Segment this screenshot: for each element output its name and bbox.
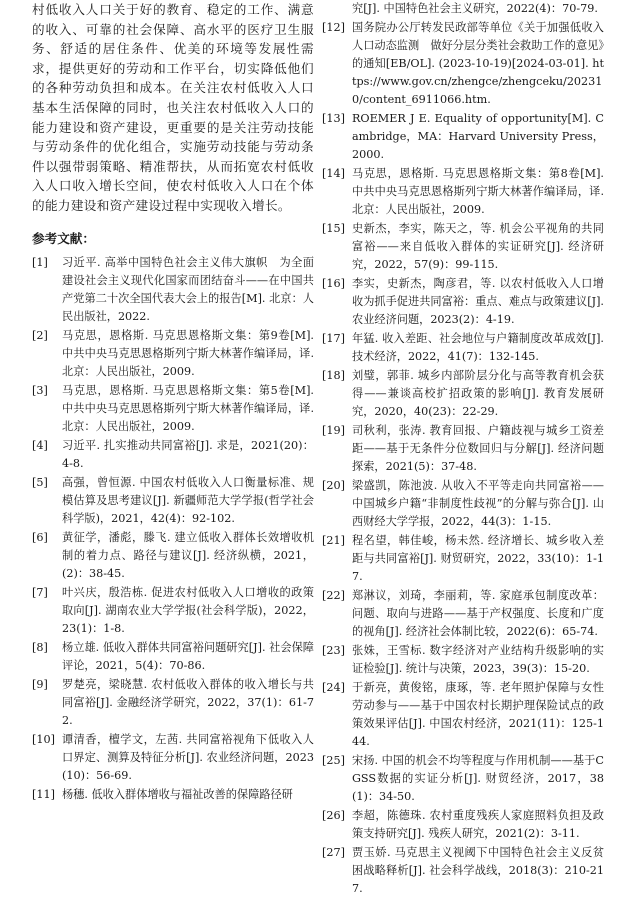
reference-item: [11] 杨穗. 低收入群体增收与福祉改善的保障路径研 [32, 787, 293, 801]
reference-item: [10] 谭清香，檀学文，左茜. 共同富裕视角下低收入人口界定、测算及特征分析[J]. 农业经济问题，2023(10)：56-69. [32, 732, 314, 782]
reference-item: [6] 黄征学，潘彪，滕飞. 建立低收入群体长效增收机制的着力点、路径与建议[J]. 经济纵横，2021，(2)：38-45. [32, 530, 314, 580]
reference-item: [1] 习近平. 高举中国特色社会主义伟大旗帜 为全面建设社会主义现代化国家而团结奋斗——在中国共产党第二十次全国代表大会上的报告[M]. 北京：人民出版社，2022. [32, 255, 314, 323]
reference-item: [23] 张姝，王雪标. 数字经济对产业结构升级影响的实证检验[J]. 统计与决策，2023，39(3)：15-20. [322, 644, 604, 675]
reference-item: [15] 史新杰，李实，陈天之，等. 机会公平视角的共同富裕——来自低收入群体的实证研究[J]. 经济研究，2022，57(9)：99-115. [322, 222, 604, 271]
reference-item: [13] ROEMER J E. Equality of opportunity[M]. Cambridge，MA：Harvard University Press，2000. [322, 112, 604, 161]
right-column [322, 0, 604, 899]
reference-item: [21] 程名望，韩佳峻，杨未然. 经济增长、城乡收入差距与共同富裕[J]. 财贸研究，2022，33(10)：1-17. [322, 534, 604, 583]
reference-item: [3] 马克思，恩格斯. 马克思恩格斯文集：第5卷[M]. 中共中央马克思恩格斯列宁斯大林著作编译局，译. 北京：人民出版社，2009. [32, 383, 314, 433]
references-heading: 参考文献： [32, 230, 95, 246]
reference-item: [14] 马克思，恩格斯. 马克思恩格斯文集：第8卷[M]. 中共中央马克思恩格斯列宁斯大林著作编译局，译. 北京：人民出版社，2009. [322, 167, 604, 216]
reference-item: [24] 于新亮，黄俊铭，康琢，等. 老年照护保障与女性劳动参与——基于中国农村长期护理保险试点的政策效果评估[J]. 中国农村经济，2021(11)：125-144. [322, 681, 604, 748]
reference-item: [18] 刘璧，郭菲. 城乡内部阶层分化与高等教育机会获得——兼谈高校扩招政策的影响[J]. 教育发展研究，2020，40(23)：22-29. [322, 369, 604, 418]
reference-item: [9] 罗楚亮，梁晓慧. 农村低收入群体的收入增长与共同富裕[J]. 金融经济学研究，2022，37(1)：61-72. [32, 677, 314, 727]
body-paragraph: 村低收入人口关于好的教育、稳定的工作、满意的收入、可靠的社会保障、高水平的医疗卫生服务、舒适的居住条件、优美的环境等发展性需求，提供更好的劳动和工作平台，切实降低他们的各种劳动负担和成本。在关注农村低收入人口基本生活保障的同时，也关注农村低收入人口的能力建设和资产建设，更重要的是关注劳动技能与劳动条件的优化组合，实施劳动技能与劳动条件以强带弱策略、精准帮扶，从而拓宽农村低收入人口收入增长空间，使农村低收入人口在个体的能力建设和资产建设过程中实现收入增长。 [32, 2, 314, 213]
reference-item: [4] 习近平. 扎实推动共同富裕[J]. 求是，2021(20)：4-8. [32, 438, 314, 470]
reference-item: [27] 贾玉娇. 马克思主义视阈下中国特色社会主义反贫困战略释析[J]. 社会科学战线，2018(3)：210-217. [322, 846, 604, 895]
reference-item: [7] 叶兴庆，殷浩栋. 促进农村低收入人口增收的政策取向[J]. 湖南农业大学学报(社会科学版)，2022，23(1)：1-8. [32, 585, 314, 635]
reference-item: [25] 宋扬. 中国的机会不均等程度与作用机制——基于CGSS数据的实证分析[J]. 财贸经济，2017，38(1)：34-50. [322, 754, 604, 803]
reference-item: [17] 年猛. 收入差距、社会地位与户籍制度改革成效[J]. 技术经济，2022，41(7)：132-145. [322, 332, 604, 363]
reference-item: [16] 李实，史新杰，陶彦君，等. 以农村低收入人口增收为抓手促进共同富裕：重点、难点与政策建议[J]. 农业经济问题，2023(2)：4-19. [322, 277, 604, 326]
reference-item: [12] 国务院办公厅转发民政部等单位《关于加强低收入人口动态监测 做好分层分类社会救助工作的意见》的通知[EB/OL]. (2023-10-19)[2024-03-01]. https://www.gov.cn/zhengce/zhengceku/202310/content_6911066.htm. [322, 21, 604, 106]
reference-item: [26] 李超，陈德珠. 农村重度残疾人家庭照料负担及政策支持研究[J]. 残疾人研究，2021(2)：3-11. [322, 809, 604, 840]
reference-item: [8] 杨立雄. 低收入群体共同富裕问题研究[J]. 社会保障评论，2021，5(4)：70-86. [32, 640, 314, 672]
reference-continuation: 究[J]. 中国特色社会主义研究，2022(4)：70-79. [352, 2, 598, 15]
reference-item: [20] 梁盛凯，陈池波. 从收入不平等走向共同富裕——中国城乡户籍“非制度性歧视”的分解与弥合[J]. 山西财经大学学报，2022，44(3)：1-15. [322, 479, 604, 528]
reference-item: [2] 马克思，恩格斯. 马克思恩格斯文集：第9卷[M]. 中共中央马克思恩格斯列宁斯大林著作编译局，译. 北京：人民出版社，2009. [32, 328, 314, 378]
reference-item: [22] 郑淋议，刘琦，李丽莉，等. 家庭承包制度改革：问题、取向与进路——基于产权强度、长度和广度的视角[J]. 经济社会体制比较，2022(6)：65-74. [322, 589, 604, 638]
reference-item: [5] 高强，曾恒源. 中国农村低收入人口衡量标准、规模估算及思考建议[J]. 新疆师范大学学报(哲学社会科学版)，2021，42(4)：92-102. [32, 475, 314, 525]
reference-item: [19] 司秋利，张涛. 教育回报、户籍歧视与城乡工资差距——基于无条件分位数回归与分解[J]. 经济问题探索，2021(5)：37-48. [322, 424, 604, 473]
left-column [32, 0, 314, 805]
